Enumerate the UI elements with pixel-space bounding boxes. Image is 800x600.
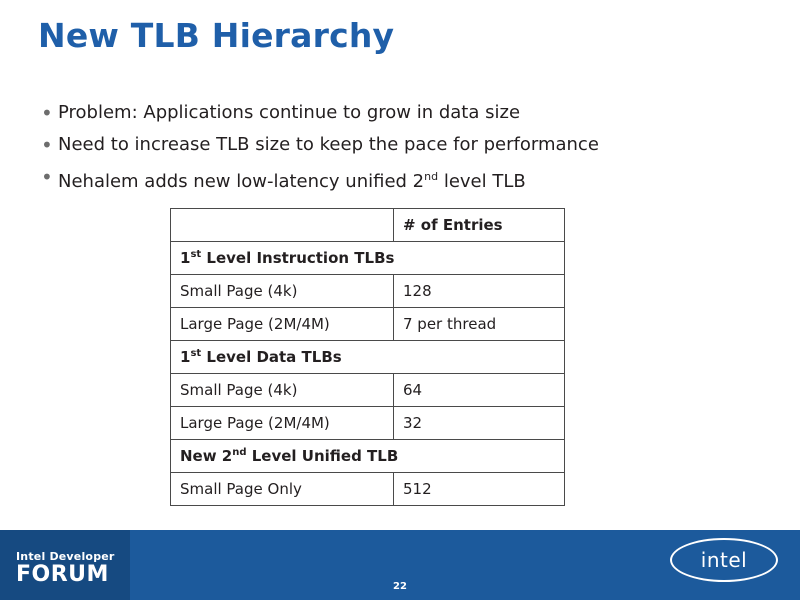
list-item xyxy=(38,132,768,158)
table-row xyxy=(171,374,565,407)
page-number: 22 xyxy=(393,581,407,592)
table-row xyxy=(171,407,565,440)
table-row xyxy=(171,440,565,473)
table-cell-label: Small Page Only xyxy=(171,473,394,506)
table-cell-label: Small Page (4k) xyxy=(171,374,394,407)
section-text-pre: 1 xyxy=(180,249,191,267)
section-text-superscript: st xyxy=(190,348,202,359)
table-section-header xyxy=(171,341,565,374)
table-cell-label: Large Page (2M/4M) xyxy=(171,308,394,341)
table-cell-value: 64 xyxy=(394,374,565,407)
section-text-superscript: st xyxy=(190,249,202,260)
table-row xyxy=(171,308,565,341)
table-section-header xyxy=(171,440,565,473)
bullet-text xyxy=(58,164,526,195)
list-item xyxy=(38,164,768,195)
idf-logo-bottom: FORUM xyxy=(16,562,109,587)
table-header-blank xyxy=(171,209,394,242)
section-text-superscript: nd xyxy=(232,447,247,458)
tlb-table xyxy=(170,208,565,506)
list-item xyxy=(38,100,768,126)
bullet-dot-icon: • xyxy=(41,133,53,157)
table-cell-label: Small Page (4k) xyxy=(171,275,394,308)
footer-bar xyxy=(0,530,800,600)
table-section-header xyxy=(171,242,565,275)
table-header-entries: # of Entries xyxy=(394,209,565,242)
section-text-post: Level Instruction TLBs xyxy=(201,249,395,267)
section-text-pre: New 2 xyxy=(180,447,233,465)
idf-logo-top: Intel Developer xyxy=(16,550,115,563)
bullet-text-superscript: nd xyxy=(424,170,439,183)
section-text-post: Level Data TLBs xyxy=(201,348,342,366)
table-row xyxy=(171,242,565,275)
table-cell-value: 512 xyxy=(394,473,565,506)
table-row xyxy=(171,275,565,308)
table-cell-value: 7 per thread xyxy=(394,308,565,341)
bullet-dot-icon: • xyxy=(41,101,53,125)
bullet-text: Need to increase TLB size to keep the pace for performance xyxy=(58,134,599,155)
table-row xyxy=(171,341,565,374)
table-cell-value: 32 xyxy=(394,407,565,440)
table-row xyxy=(171,473,565,506)
intel-logo: intel xyxy=(670,538,778,582)
bullet-text: Problem: Applications continue to grow in data size xyxy=(58,102,521,123)
bullet-text-pre: Nehalem adds new low-latency unified 2 xyxy=(58,171,425,192)
table-cell-value: 128 xyxy=(394,275,565,308)
section-text-pre: 1 xyxy=(180,348,191,366)
page-title: New TLB Hierarchy xyxy=(38,16,395,55)
bullet-text-post: level TLB xyxy=(438,171,526,192)
bullet-dot-icon: • xyxy=(41,165,53,189)
bullet-list xyxy=(38,100,768,201)
section-text-post: Level Unified TLB xyxy=(246,447,399,465)
table-header-row xyxy=(171,209,565,242)
table-cell-label: Large Page (2M/4M) xyxy=(171,407,394,440)
